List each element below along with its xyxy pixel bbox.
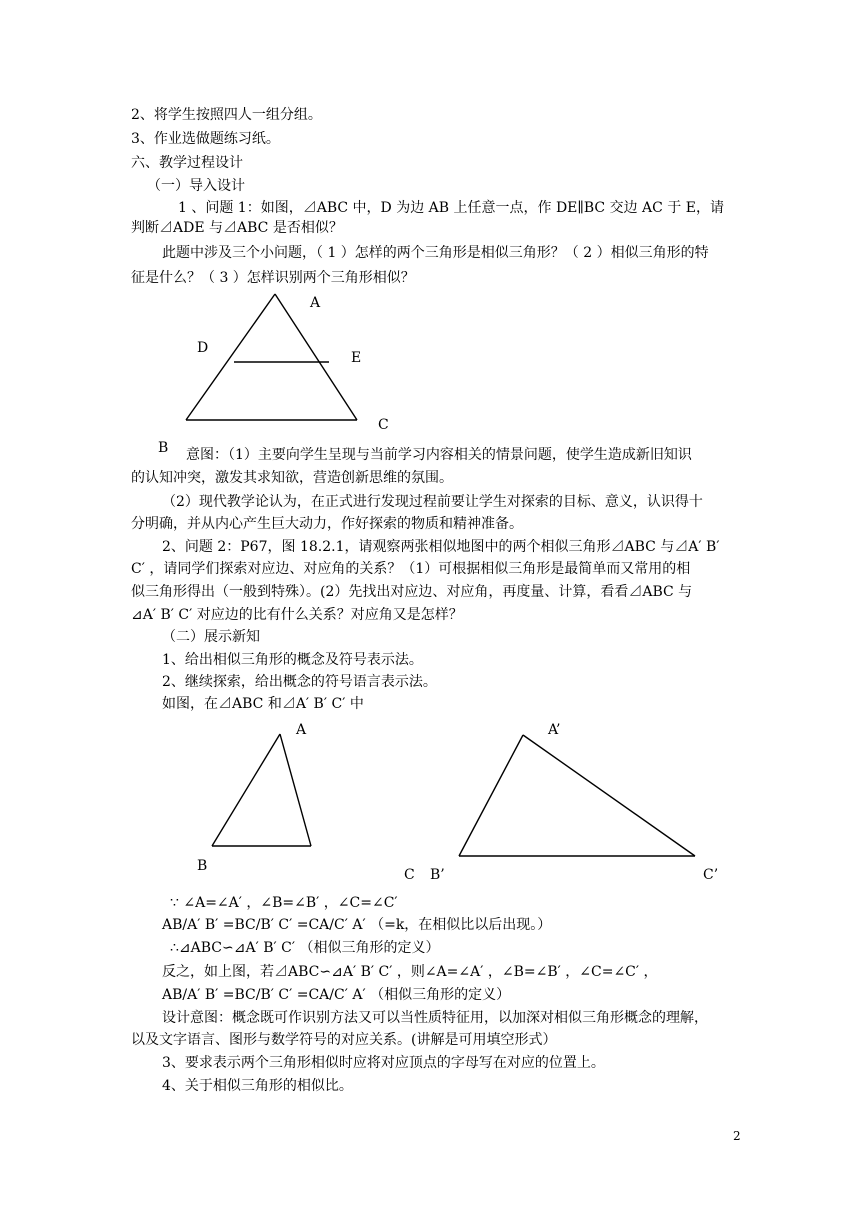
subsection-heading: （二）展示新知 <box>162 629 260 645</box>
text-line: （2）现代教学论认为，在正式进行发现过程前要让学生对探索的目标、意义，认识得十 <box>162 494 703 510</box>
vertex-label-a-prime: A’ <box>548 722 561 738</box>
vertex-label-b: B <box>158 440 169 456</box>
text-line: 3、作业选做题练习纸。 <box>131 131 280 147</box>
page-number: 2 <box>733 1129 741 1143</box>
side-ab <box>212 734 280 846</box>
text-line: ∴⊿ABC∽⊿A′ B′ C′ （相似三角形的定义） <box>170 940 440 956</box>
text-line: 分明确，并从内心产生巨大动力，作好探索的物质和精神准备。 <box>131 516 523 532</box>
text-line: 1、给出相似三角形的概念及符号表示法。 <box>162 652 423 668</box>
text-line: 2、继续探索，给出概念的符号语言表示法。 <box>162 674 437 690</box>
text-line: 征是什么？（ 3 ）怎样识别两个三角形相似？ <box>131 270 415 286</box>
text-line: 设计意图：概念既可作识别方法又可以当性质特征用，以加深对相似三角形概念的理解， <box>162 1010 708 1026</box>
side-ab <box>186 294 275 420</box>
text-line: ⊿A′ B′ C′ 对应边的比有什么关系？对应角又是怎样？ <box>131 607 463 623</box>
text-line: 意图：（1）主要向学生呈现与当前学习内容相关的情景问题，使学生造成新旧知识 <box>186 447 692 463</box>
triangle-abc-figure <box>208 728 318 848</box>
side-ab <box>459 735 523 856</box>
text-line: AB/A′ B′ =BC/B′ C′ =CA/C′ A′ （相似三角形的定义） <box>162 987 511 1003</box>
text-line: 以及文字语言、图形与数学符号的对应关系。(讲解是可用填空形式） <box>131 1032 557 1048</box>
text-line: 2、问题 2：P67，图 18.2.1，请观察两张相似地图中的两个相似三角形⊿ABC 与⊿A′ B′ <box>162 539 720 555</box>
text-line: AB/A′ B′ =BC/B′ C′ =CA/C′ A′ （=k，在相似比以后出现。） <box>162 917 552 933</box>
text-line: 判断⊿ADE 与⊿ABC 是否相似？ <box>131 220 343 236</box>
vertex-label-c: C <box>404 867 415 883</box>
side-ac <box>523 735 695 856</box>
vertex-label-a: A <box>310 295 321 311</box>
vertex-label-b: B <box>197 858 208 874</box>
text-line: ∵ ∠A=∠A′ ，∠B=∠B′ ，∠C=∠C′ <box>170 895 398 911</box>
text-line: C′ ，请同学们探索对应边、对应角的关系？（1）可根据相似三角形是最简单而又常用的相 <box>131 561 691 577</box>
text-line: 2、将学生按照四人一组分组。 <box>131 107 322 123</box>
text-line: 1 、问题 1：如图，⊿ABC 中，D 为边 AB 上任意一点，作 DE∥BC 交边 AC 于 E，请 <box>178 200 724 216</box>
text-line: 3、要求表示两个三角形相似时应将对应顶点的字母写在对应的位置上。 <box>162 1055 605 1071</box>
vertex-label-e: E <box>351 350 362 366</box>
text-line: 的认知冲突，激发其求知欲，营造创新思维的氛围。 <box>131 470 453 486</box>
text-line: 此题中涉及三个小问题，（ 1 ）怎样的两个三角形是相似三角形？（ 2 ）相似三角形的特 <box>162 245 709 261</box>
side-ac <box>275 294 357 420</box>
vertex-label-b-prime: B’ <box>430 867 445 883</box>
triangle-abc-prime-figure <box>455 728 700 858</box>
text-line: 如图，在⊿ABC 和⊿A′ B′ C′ 中 <box>162 696 364 712</box>
text-line: 反之，如上图，若⊿ABC∽⊿A′ B′ C′ ，则∠A=∠A′ ，∠B=∠B′ ，∠C=∠C′ ， <box>162 964 658 980</box>
side-ac <box>280 734 311 846</box>
vertex-label-c: C <box>378 417 389 433</box>
vertex-label-a: A <box>296 722 307 738</box>
triangle-ade-figure <box>180 292 410 452</box>
section-heading: 六、教学过程设计 <box>131 155 243 171</box>
vertex-label-d: D <box>197 340 209 356</box>
vertex-label-c-prime: C’ <box>703 867 719 883</box>
text-line: 4、关于相似三角形的相似比。 <box>162 1078 353 1094</box>
text-line: 似三角形得出（一般到特殊）。(2）先找出对应边、对应角，再度量、计算，看看⊿ABC 与 <box>131 584 693 600</box>
subsection-heading: （一）导入设计 <box>147 178 245 194</box>
